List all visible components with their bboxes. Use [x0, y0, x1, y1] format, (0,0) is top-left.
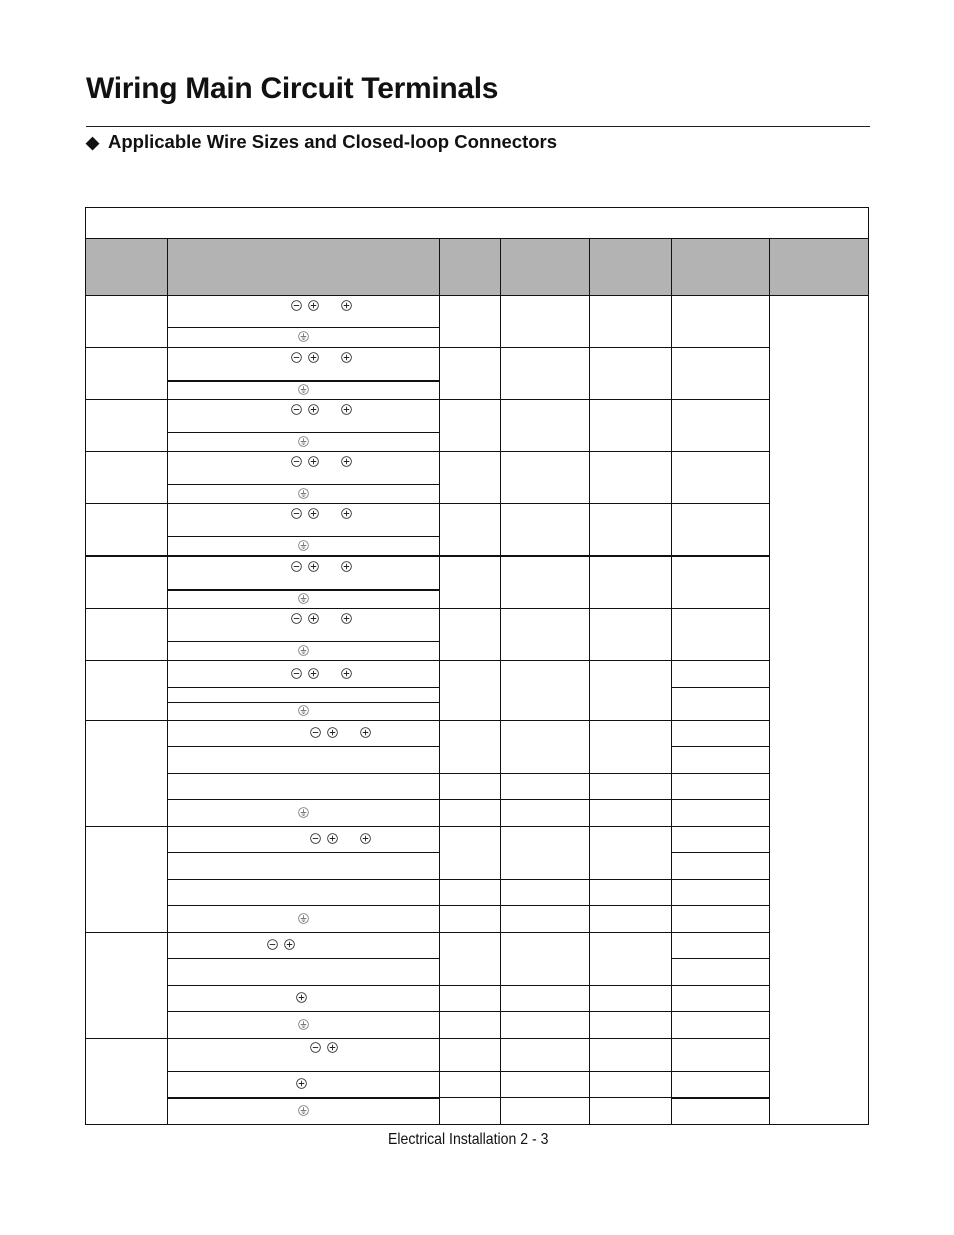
subrow-rule [167, 985, 769, 986]
ground-terminal-icon [298, 436, 309, 447]
plus-terminal-icon [327, 1042, 338, 1053]
ground-terminal-icon [298, 331, 309, 342]
subrow-rule [167, 958, 439, 959]
title-divider [86, 126, 870, 127]
terminal-symbols-ground [298, 807, 309, 818]
terminal-symbols-ground [298, 1105, 309, 1116]
header-column-rule [589, 238, 590, 295]
minus-terminal-icon [291, 352, 302, 363]
subrow-rule [167, 702, 439, 703]
terminal-symbols-ground [298, 331, 309, 342]
ground-terminal-icon [298, 540, 309, 551]
group-rule [85, 399, 769, 400]
header-column-rule [769, 238, 770, 295]
plus-terminal-icon [308, 668, 319, 679]
terminal-symbols-ground [298, 540, 309, 551]
minus-terminal-icon [310, 833, 321, 844]
terminal-symbols-main [310, 833, 371, 844]
minus-terminal-icon [291, 404, 302, 415]
column-rule [439, 295, 440, 1124]
group-rule [85, 826, 769, 827]
terminal-symbols-ground [298, 384, 309, 395]
group-rule [85, 556, 769, 557]
terminal-symbols-main [310, 1042, 338, 1053]
group-rule [85, 555, 769, 556]
plus-terminal-icon [327, 833, 338, 844]
plus-terminal-icon [341, 404, 352, 415]
table-border-bottom [85, 1124, 869, 1125]
group-rule [85, 720, 769, 721]
subrow-rule [671, 1097, 769, 1099]
plus-terminal-icon [341, 508, 352, 519]
subrow-rule [167, 327, 439, 328]
plus-terminal-icon [308, 352, 319, 363]
terminal-symbols-ground [298, 705, 309, 716]
subrow-rule [671, 687, 769, 688]
table-border-right [868, 207, 869, 1125]
minus-terminal-icon [291, 668, 302, 679]
plus-terminal-icon [308, 613, 319, 624]
terminal-symbols-main [291, 352, 352, 363]
terminal-symbols-ground [298, 645, 309, 656]
group-rule [85, 347, 769, 348]
header-column-rule [500, 238, 501, 295]
plus-terminal-icon [360, 727, 371, 738]
terminal-symbols-plus [296, 1078, 307, 1089]
column-rule [500, 295, 501, 1124]
ground-terminal-icon [298, 913, 309, 924]
table-border-left [85, 207, 86, 1124]
terminal-symbols-main [291, 456, 352, 467]
plus-terminal-icon [341, 300, 352, 311]
ground-terminal-icon [298, 593, 309, 604]
ground-terminal-icon [298, 705, 309, 716]
subrow-rule [167, 484, 439, 485]
terminal-symbols-ground [298, 436, 309, 447]
table-caption-rule [85, 238, 868, 239]
terminal-symbols-main [310, 727, 371, 738]
subrow-rule [167, 687, 439, 688]
plus-terminal-icon [296, 1078, 307, 1089]
terminal-symbols-main [291, 508, 352, 519]
group-rule [85, 660, 769, 661]
group-rule [85, 1038, 769, 1039]
section-heading [86, 131, 557, 153]
terminal-symbols-plus [296, 992, 307, 1003]
section-heading-label: Applicable Wire Sizes and Closed-loop Connectors [108, 131, 558, 152]
plus-terminal-icon [327, 727, 338, 738]
plus-terminal-icon [308, 456, 319, 467]
column-rule [167, 295, 168, 1124]
ground-terminal-icon [298, 1105, 309, 1116]
plus-terminal-icon [341, 561, 352, 572]
diamond-bullet-icon: ◆ [86, 133, 100, 152]
plus-terminal-icon [341, 668, 352, 679]
page-footer: Electrical Installation 2 - 3 [388, 1131, 549, 1148]
subrow-rule [167, 773, 769, 774]
subrow-rule [167, 1071, 769, 1072]
group-rule [85, 451, 769, 452]
table-header-rule [85, 295, 868, 296]
subrow-rule [671, 852, 769, 853]
subrow-rule [167, 380, 439, 382]
subrow-rule [167, 746, 439, 747]
plus-terminal-icon [284, 939, 295, 950]
ground-terminal-icon [298, 384, 309, 395]
plus-terminal-icon [341, 456, 352, 467]
header-column-rule [439, 238, 440, 295]
minus-terminal-icon [291, 561, 302, 572]
wire-size-table [84, 207, 869, 1125]
minus-terminal-icon [291, 300, 302, 311]
subrow-rule [167, 905, 769, 906]
table-header-row [85, 238, 868, 295]
terminal-symbols-main [291, 613, 352, 624]
plus-terminal-icon [308, 404, 319, 415]
terminal-symbols-main [291, 668, 352, 679]
terminal-symbols-ground [298, 913, 309, 924]
terminal-symbols-ground [298, 593, 309, 604]
subrow-rule [167, 852, 439, 853]
ground-terminal-icon [298, 807, 309, 818]
group-rule [85, 932, 769, 933]
terminal-symbols-main [267, 939, 295, 950]
ground-terminal-icon [298, 1019, 309, 1030]
header-column-rule [167, 238, 168, 295]
plus-terminal-icon [308, 561, 319, 572]
ground-terminal-icon [298, 488, 309, 499]
plus-terminal-icon [360, 833, 371, 844]
terminal-symbols-ground [298, 1019, 309, 1030]
plus-terminal-icon [308, 508, 319, 519]
subrow-rule [167, 879, 769, 880]
subrow-rule [167, 589, 439, 591]
subrow-rule [167, 799, 769, 800]
minus-terminal-icon [291, 456, 302, 467]
subrow-rule [671, 958, 769, 959]
group-rule [85, 503, 769, 504]
ground-terminal-icon [298, 645, 309, 656]
minus-terminal-icon [267, 939, 278, 950]
subrow-rule [167, 1011, 769, 1012]
plus-terminal-icon [308, 300, 319, 311]
column-rule [671, 295, 672, 1124]
plus-terminal-icon [341, 352, 352, 363]
terminal-symbols-ground [298, 488, 309, 499]
minus-terminal-icon [291, 613, 302, 624]
plus-terminal-icon [341, 613, 352, 624]
subrow-rule [671, 746, 769, 747]
subrow-rule [167, 641, 439, 642]
table-border-top [85, 207, 869, 208]
page-title: Wiring Main Circuit Terminals [86, 72, 499, 105]
terminal-symbols-main [291, 300, 352, 311]
plus-terminal-icon [296, 992, 307, 1003]
minus-terminal-icon [291, 508, 302, 519]
subrow-rule [167, 536, 439, 537]
subrow-rule [167, 432, 439, 433]
group-rule [85, 608, 769, 609]
minus-terminal-icon [310, 1042, 321, 1053]
terminal-symbols-main [291, 404, 352, 415]
column-rule [769, 295, 770, 1124]
terminal-symbols-main [291, 561, 352, 572]
minus-terminal-icon [310, 727, 321, 738]
subrow-rule [167, 1097, 439, 1099]
column-rule [589, 295, 590, 1124]
header-column-rule [671, 238, 672, 295]
